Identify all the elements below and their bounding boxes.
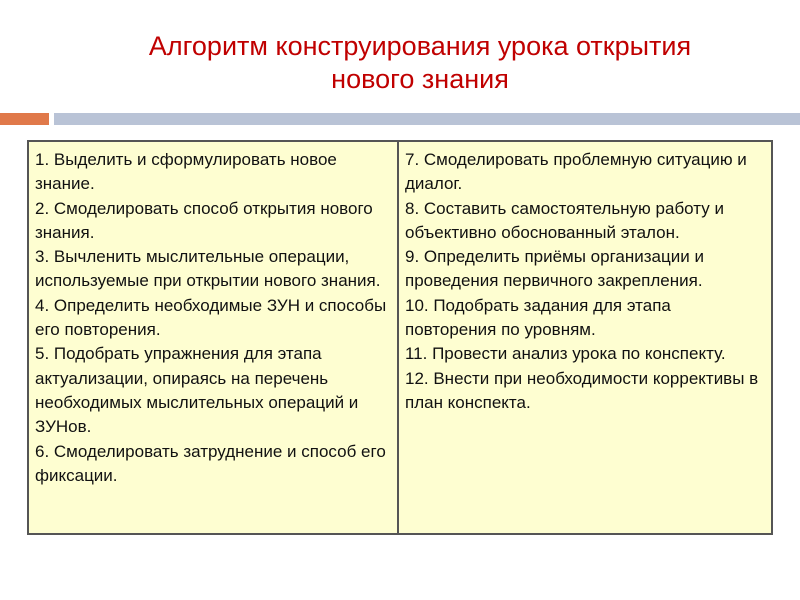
list-item: 10. Подобрать задания для этапа повторения по уровням. xyxy=(404,295,671,340)
list-item: 11. Провести анализ урока по конспекту. xyxy=(404,344,726,364)
algorithm-table xyxy=(27,140,773,535)
list-item: 7. Смоделировать проблемную ситуацию и диалог. xyxy=(404,150,747,194)
header-divider-bar xyxy=(54,113,800,125)
slide-title-line-1: Алгоритм конструирования урока открытия xyxy=(148,31,692,61)
list-item: 3. Вычленить мыслительные операции, используемые при открытии нового знания. xyxy=(35,247,381,291)
slide-title xyxy=(60,30,780,96)
table-cell-left xyxy=(28,141,398,534)
table-cell-right xyxy=(398,141,772,534)
list-item: 8. Составить самостоятельную работу и объективно обоснованный эталон. xyxy=(404,198,724,242)
list-item: 1. Выделить и сформулировать новое знание. xyxy=(35,150,337,194)
list-item: 9. Определить приёмы организации и проведения первичного закрепления. xyxy=(404,247,704,291)
list-item: 4. Определить необходимые ЗУН и способы его повторения. xyxy=(35,295,387,340)
slide-title-line-2: нового знания xyxy=(331,64,509,94)
list-item: 12. Внести при необходимости коррективы в план конспекта. xyxy=(404,368,759,412)
list-item: 6. Смоделировать затруднение и способ его фиксации. xyxy=(35,441,386,485)
list-item: 5. Подобрать упражнения для этапа актуализации, опираясь на перечень необходимых мыслительных операций и ЗУНов. xyxy=(35,344,359,437)
list-item: 2. Смоделировать способ открытия нового знания. xyxy=(35,198,373,242)
table-row xyxy=(28,141,772,534)
accent-bar xyxy=(0,113,49,125)
